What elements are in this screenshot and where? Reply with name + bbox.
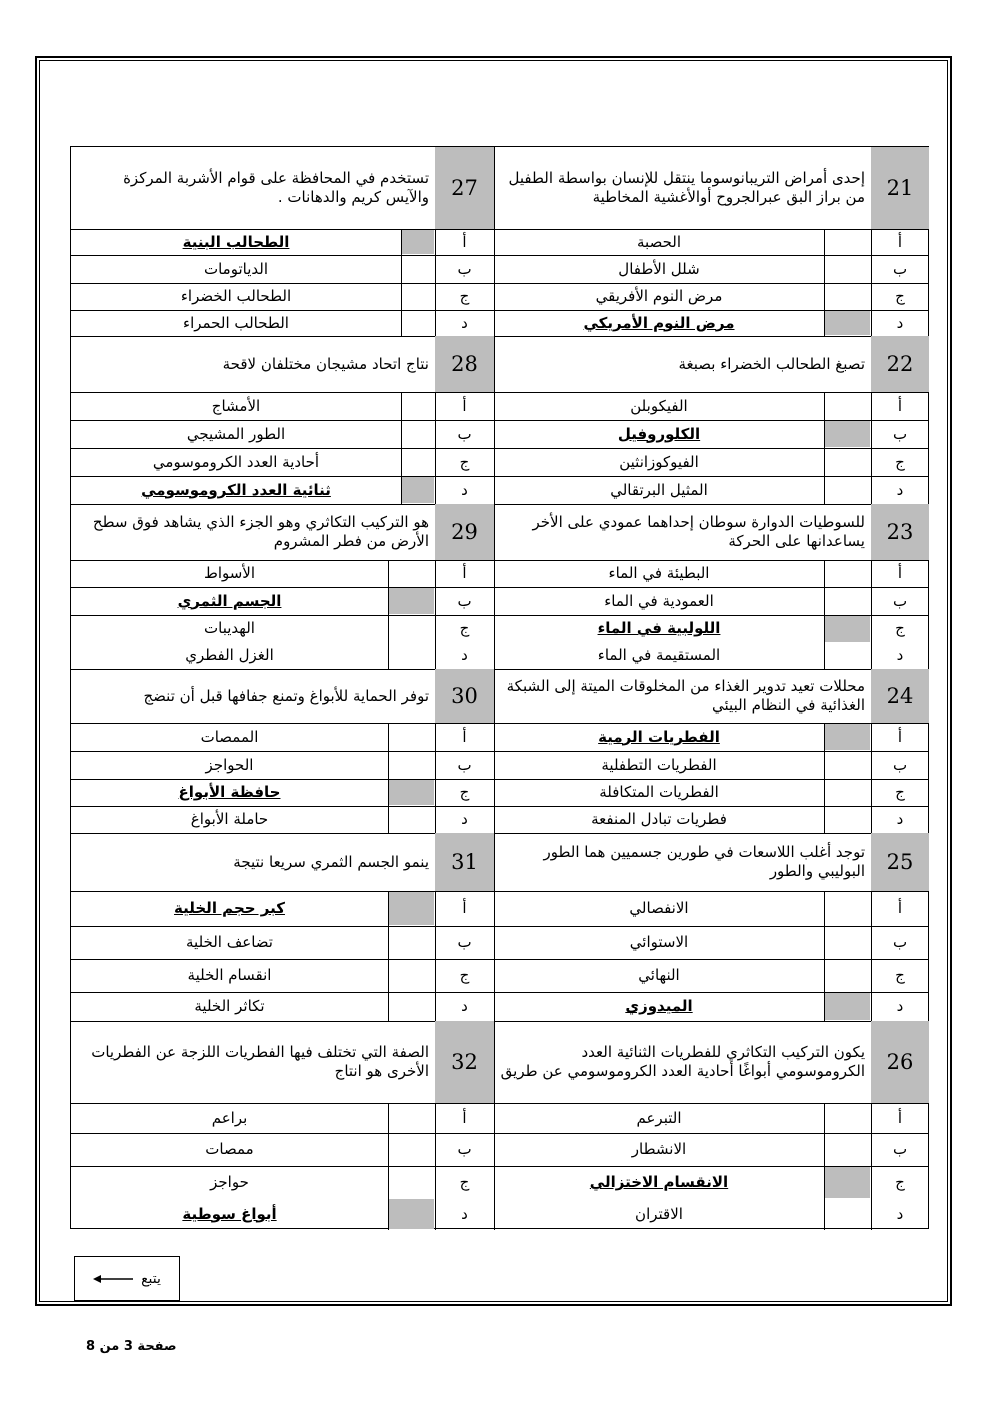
- option-letter: ج: [895, 287, 905, 306]
- option-letter: د: [896, 480, 904, 499]
- question-text: نتاج اتحاد مشيجان مختلفان لاقحة: [222, 354, 429, 373]
- option-letter: د: [896, 810, 904, 829]
- answer-marker: [825, 993, 870, 1020]
- option-text: ممصات: [205, 1140, 254, 1159]
- option-text: الأمشاج: [211, 396, 261, 415]
- option-letter: د: [461, 810, 468, 829]
- question-text: توفر الحماية للأبواغ وتمنع جفافها قبل أن تنضج: [143, 686, 429, 705]
- option-text: الطحالب الخضراء: [180, 287, 292, 306]
- option-letter: د: [461, 1204, 468, 1223]
- option-text: الاقتران: [635, 1204, 683, 1223]
- answer-marker: [389, 1199, 434, 1229]
- option-text: الانشطار: [631, 1140, 687, 1159]
- question-text: الصفة التي تختلف فيها الفطريات اللزجة عن الفطريات الأخرى هو انتاج: [91, 1043, 429, 1080]
- option-text: الفطريات الرمية: [598, 727, 720, 746]
- option-letter: د: [896, 313, 904, 332]
- option-letter: د: [461, 480, 468, 499]
- option-letter: د: [461, 997, 468, 1016]
- question-text: للسوطيات الدوارة سوطان إحداهما عمودي على الأخر يساعدانها على الحركة: [532, 513, 865, 550]
- option-text: حواجز: [210, 1173, 249, 1192]
- follow-box: [74, 1256, 180, 1301]
- option-letter: أ: [897, 232, 903, 251]
- option-text: حافظة الأبواغ: [178, 783, 281, 802]
- question-number: 23: [886, 519, 914, 544]
- option-letter: أ: [462, 564, 467, 583]
- question-text: تستخدم في المحافظة على قوام الأشربة المركزة والآيس كريم والدهانات .: [123, 169, 429, 206]
- option-text: النهائي: [638, 966, 680, 985]
- question-number: 31: [451, 849, 478, 874]
- answer-marker: [825, 616, 870, 642]
- option-letter: أ: [462, 727, 467, 746]
- option-text: الفطريات التطفلية: [601, 755, 717, 774]
- option-letter: د: [461, 313, 468, 332]
- option-letter: أ: [462, 232, 467, 251]
- option-letter: ب: [892, 424, 908, 443]
- option-text: الميدوزي: [625, 997, 693, 1016]
- option-letter: ج: [459, 783, 470, 802]
- answer-marker: [825, 311, 870, 335]
- question-number: 27: [451, 175, 478, 200]
- option-text: تضاعف الخلية: [186, 933, 273, 952]
- question-number: 24: [886, 683, 914, 708]
- question-number: 26: [886, 1049, 914, 1074]
- option-letter: أ: [897, 899, 903, 918]
- arrow-left-icon: [93, 1274, 133, 1284]
- option-text: التبرعم: [636, 1108, 682, 1127]
- option-letter: أ: [462, 396, 467, 415]
- option-text: أحادية العدد الكروموسومي: [152, 452, 320, 471]
- question-text: محللات تعيد تدوير الغذاء من المخلوقات الميتة إلى الشبكة الغذائية في النظام البيئي: [506, 677, 865, 714]
- option-text: الاستوائي: [629, 933, 689, 952]
- option-text: الدياتومات: [203, 259, 268, 278]
- questions-table: [70, 146, 929, 1229]
- option-letter: ب: [892, 755, 908, 774]
- option-letter: ب: [457, 1140, 472, 1159]
- option-letter: ج: [895, 619, 905, 638]
- option-letter: ب: [457, 591, 472, 610]
- option-letter: ج: [459, 287, 470, 306]
- question-text: إحدى أمراض التريبانوسوما ينتقل للإنسان بواسطة الطفيل من براز البق عبرالجروح أوالأغشية المخاطية: [508, 169, 865, 206]
- question-text: يكون التركيب التكاثري للفطريات الثنائية العدد الكروموسومي أبواغًا أحادية العدد الكروموسومي عن طريق: [500, 1043, 865, 1080]
- question-text: تصبغ الطحالب الخضراء بصبغة: [678, 354, 865, 373]
- option-text: براعم: [211, 1108, 248, 1127]
- question-number: 29: [451, 519, 478, 544]
- option-text: الانقسام الاختزالي: [589, 1173, 729, 1192]
- option-text: مرض النوم الأفريقي: [595, 287, 723, 306]
- option-text: شلل الأطفال: [618, 259, 700, 278]
- option-text: الحواجز: [205, 755, 254, 774]
- question-text: هو التركيب التكاثري وهو الجزء الذي يشاهد فوق سطح الأرض من فطر المشروم: [92, 513, 429, 550]
- option-letter: د: [461, 646, 468, 665]
- option-text: انقسام الخلية: [187, 966, 272, 985]
- option-letter: ب: [457, 424, 472, 443]
- option-text: الممصات: [200, 727, 259, 746]
- option-text: الفطريات المتكافلة: [599, 783, 719, 802]
- option-text: المثيل البرتقالي: [610, 480, 708, 499]
- option-letter: د: [896, 1204, 904, 1223]
- option-text: الجسم الثمري: [177, 591, 282, 610]
- option-text: البطيئة في الماء: [608, 564, 710, 583]
- option-text: كبر حجم الخلية: [174, 899, 285, 918]
- answer-marker: [402, 230, 434, 254]
- option-letter: ج: [895, 452, 905, 471]
- option-letter: ج: [459, 452, 470, 471]
- option-letter: أ: [897, 564, 903, 583]
- option-text: الانفصالي: [629, 899, 689, 918]
- question-number: 25: [886, 849, 914, 874]
- option-letter: ج: [459, 966, 470, 985]
- option-letter: ج: [895, 1173, 905, 1192]
- question-text: توجد أغلب اللاسعات في طورين جسميين هما الطور البوليبي والطور: [543, 843, 865, 880]
- option-text: اللولبية في الماء: [597, 619, 721, 638]
- option-letter: أ: [462, 1108, 467, 1127]
- option-letter: ب: [457, 259, 472, 278]
- option-text: الأسواط: [203, 564, 256, 583]
- answer-marker: [825, 724, 870, 750]
- option-letter: ج: [895, 783, 905, 802]
- page-number: صفحة 3 من 8: [86, 1339, 177, 1354]
- option-text: العمودية في الماء: [604, 591, 714, 610]
- option-letter: ج: [459, 1173, 470, 1192]
- option-text: الحصبة: [637, 232, 681, 251]
- option-letter: أ: [897, 396, 903, 415]
- option-letter: أ: [897, 727, 903, 746]
- option-text: تكاثر الخلية: [194, 997, 265, 1016]
- option-letter: د: [896, 997, 904, 1016]
- option-text: الفيوكوزانثين: [619, 452, 699, 471]
- option-letter: ب: [892, 259, 908, 278]
- option-text: الطحالب الحمراء: [183, 313, 289, 332]
- option-letter: ب: [457, 755, 472, 774]
- question-number: 30: [451, 683, 478, 708]
- follow-label: يتبع: [141, 1270, 161, 1287]
- option-text: المستقيمة في الماء: [597, 646, 721, 665]
- option-letter: ب: [892, 933, 908, 952]
- question-number: 28: [451, 351, 478, 376]
- option-text: أبواغ سوطية: [182, 1204, 277, 1223]
- option-text: حاملة الأبواغ: [190, 810, 269, 829]
- option-letter: ج: [895, 966, 905, 985]
- option-letter: أ: [462, 899, 467, 918]
- answer-marker: [389, 780, 434, 805]
- option-text: الطور المشيجي: [186, 424, 286, 443]
- question-number: 32: [451, 1049, 478, 1074]
- option-letter: ب: [892, 591, 908, 610]
- answer-marker: [389, 892, 434, 925]
- question-text: ينمو الجسم الثمري سريعا نتيجة: [233, 852, 429, 871]
- option-letter: أ: [897, 1108, 903, 1127]
- question-number: 21: [886, 175, 914, 200]
- option-text: الهديبات: [204, 619, 255, 638]
- option-text: الفيكوبلن: [630, 396, 688, 415]
- answer-marker: [389, 588, 434, 614]
- answer-marker: [825, 421, 870, 447]
- option-letter: ج: [459, 619, 470, 638]
- answer-marker: [402, 477, 434, 503]
- option-text: ثنائية العدد الكروموسومي: [141, 480, 331, 499]
- option-text: الغزل الفطري: [185, 646, 274, 665]
- option-text: مرض النوم الأمريكي: [583, 313, 735, 332]
- answer-marker: [825, 1167, 870, 1198]
- option-letter: ب: [892, 1140, 908, 1159]
- question-number: 22: [886, 351, 914, 376]
- option-text: الكلوروفيل: [617, 424, 701, 443]
- option-letter: ب: [457, 933, 472, 952]
- option-text: فطريات تبادل المنفعة: [591, 810, 727, 829]
- option-letter: د: [896, 646, 904, 665]
- option-text: الطحالب البنية: [182, 232, 290, 251]
